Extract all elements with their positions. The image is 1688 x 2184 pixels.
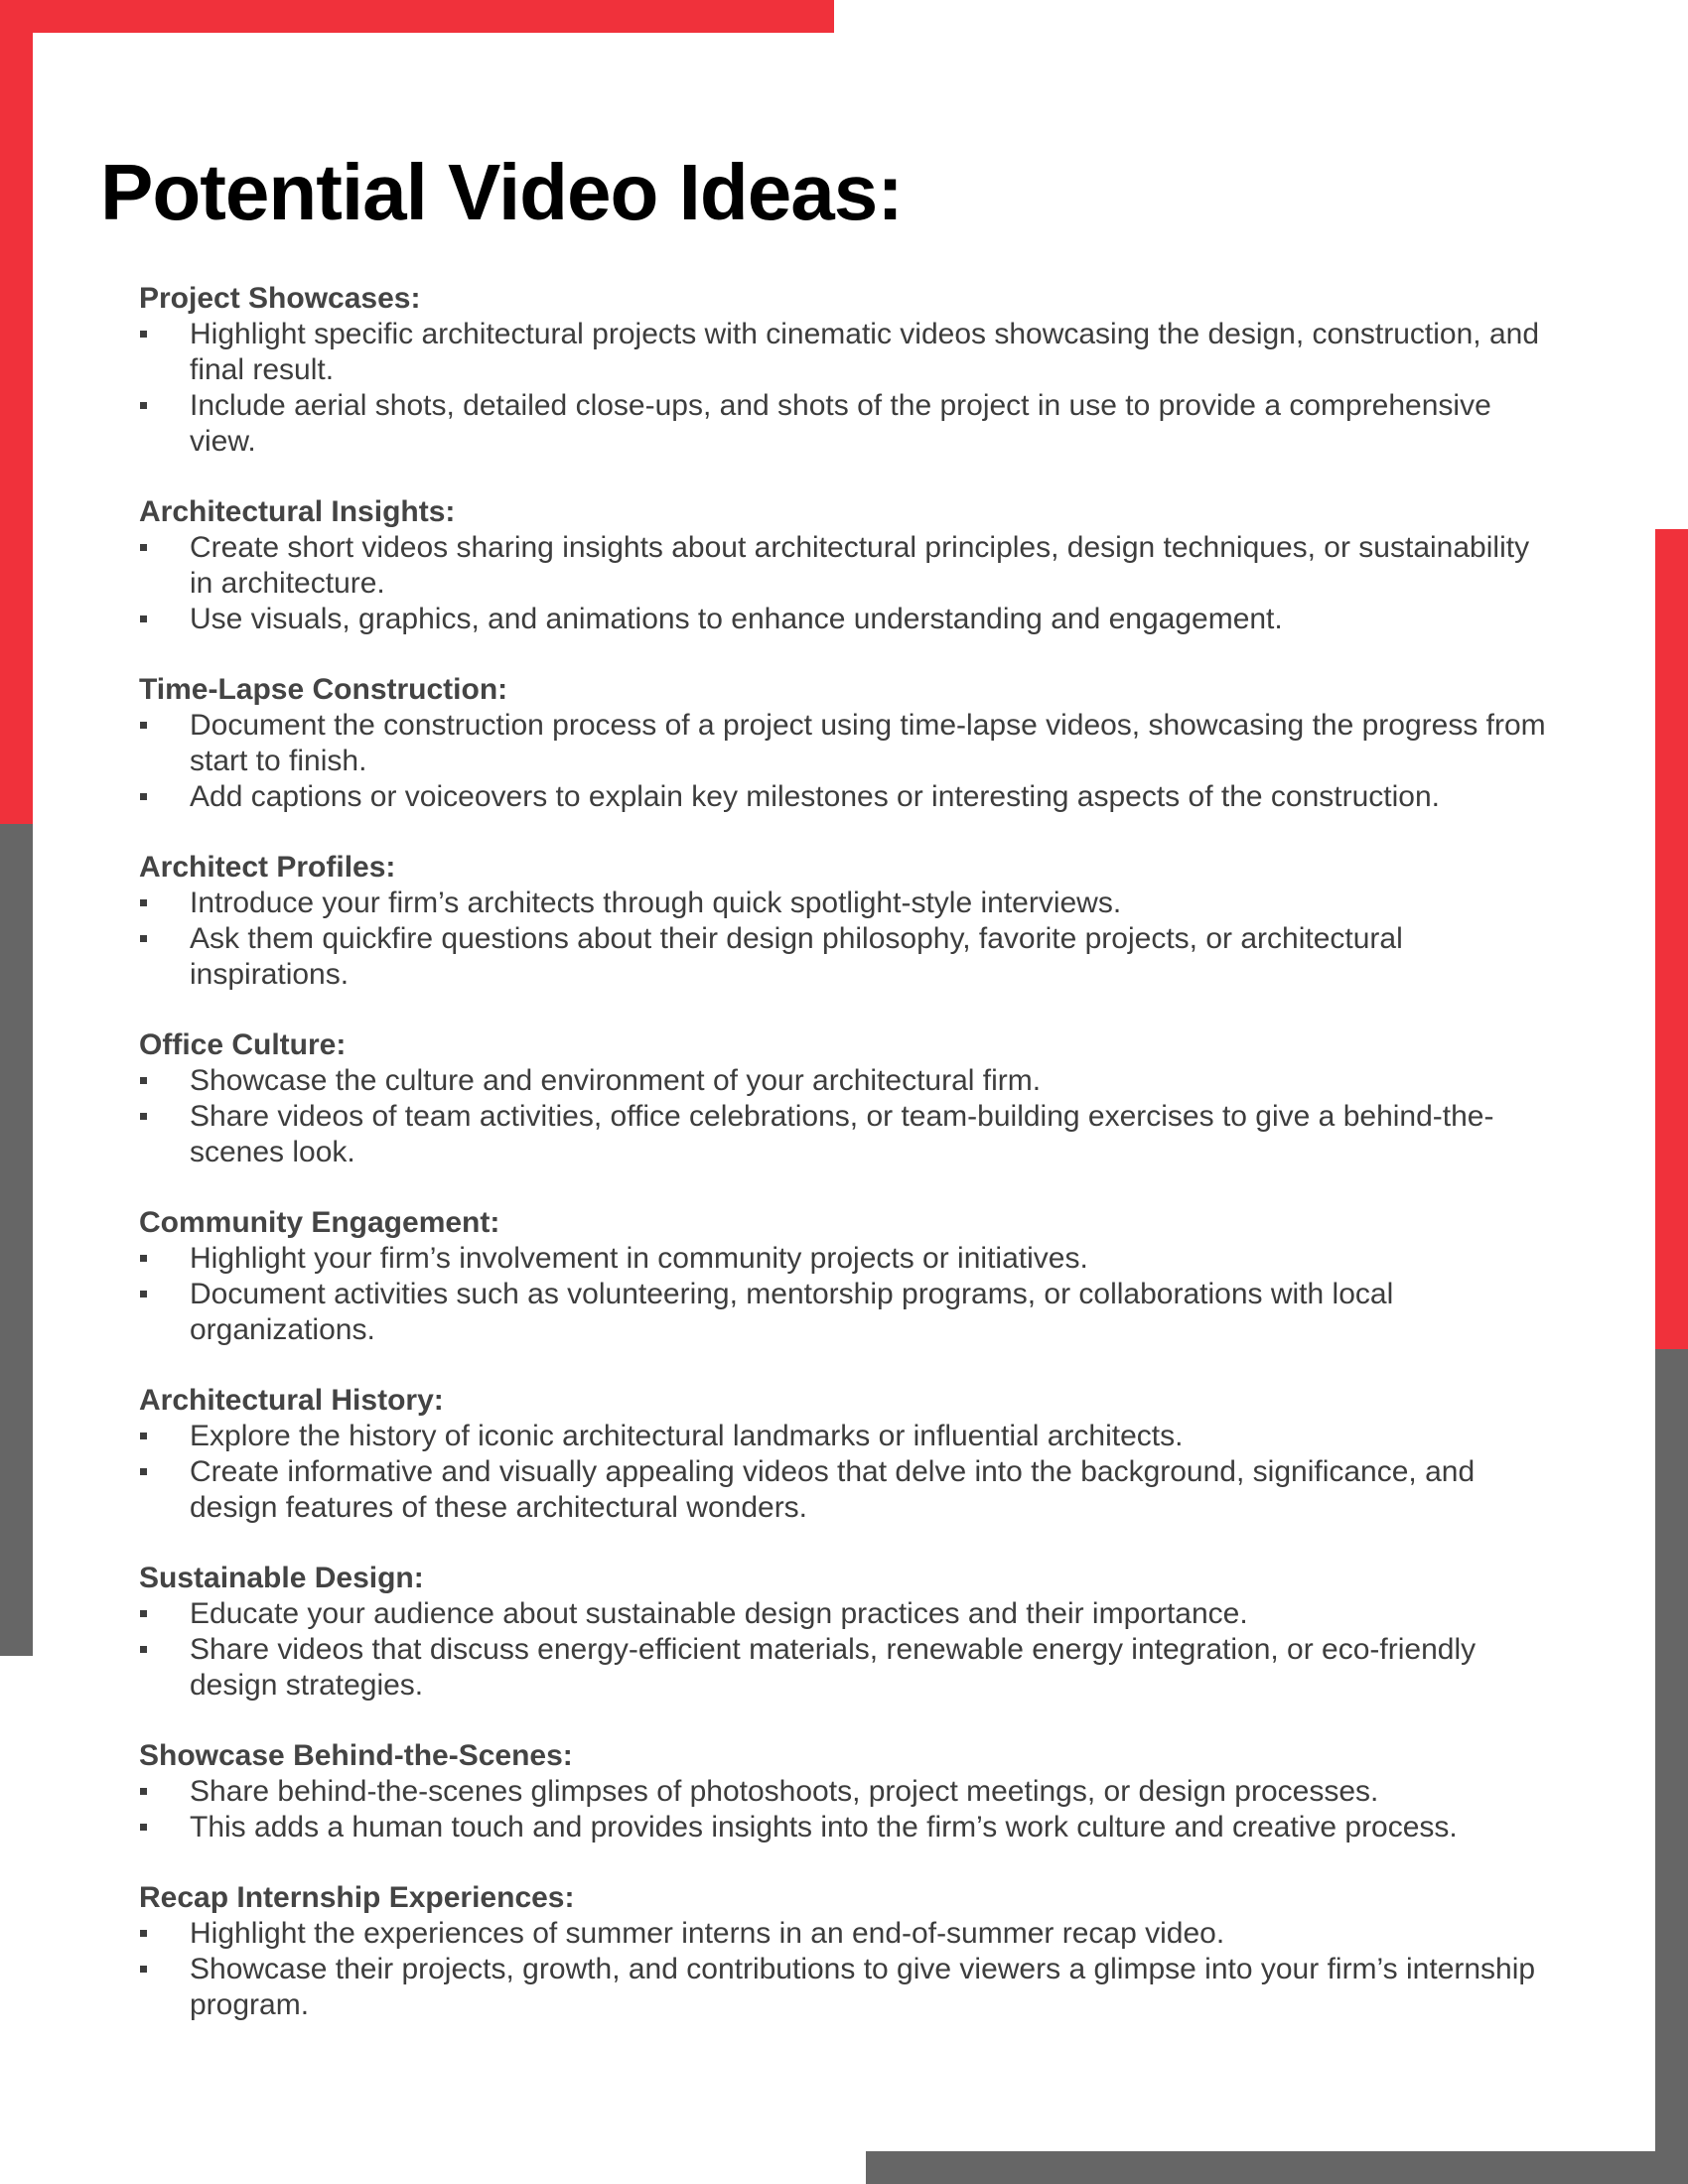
idea-section	[139, 1738, 1549, 1845]
idea-section	[139, 850, 1549, 993]
list-item	[139, 779, 1549, 815]
bullet-text: Showcase their projects, growth, and contributions to give viewers a glimpse into your firm’s internship program.	[190, 1953, 1536, 2021]
bullet-text: Ask them quickfire questions about their design philosophy, favorite projects, or architectural inspirations.	[190, 922, 1403, 991]
section-heading: Recap Internship Experiences:	[139, 1881, 575, 1914]
section-heading: Architectural History:	[139, 1384, 444, 1417]
bullet-list	[139, 1916, 1549, 2023]
bullet-text: Introduce your firm’s architects through quick spotlight-style interviews.	[190, 887, 1122, 919]
square-bullet-icon	[140, 1646, 147, 1653]
bullet-list	[139, 1774, 1549, 1845]
idea-section	[139, 1880, 1549, 2023]
list-item	[139, 921, 1549, 993]
square-bullet-icon	[140, 615, 147, 622]
list-item	[139, 1774, 1549, 1810]
section-heading: Project Showcases:	[139, 282, 421, 315]
bullet-text: Explore the history of iconic architectural landmarks or influential architects.	[190, 1420, 1184, 1452]
bullet-list	[139, 1063, 1549, 1170]
list-item	[139, 1241, 1549, 1277]
bullet-list	[139, 317, 1549, 460]
idea-section	[139, 1205, 1549, 1348]
list-item	[139, 1277, 1549, 1348]
list-item	[139, 388, 1549, 460]
section-heading: Sustainable Design:	[139, 1562, 424, 1594]
bullet-list	[139, 1596, 1549, 1704]
idea-section	[139, 494, 1549, 637]
square-bullet-icon	[140, 1113, 147, 1120]
bullet-list	[139, 1419, 1549, 1526]
list-item	[139, 602, 1549, 637]
square-bullet-icon	[140, 331, 147, 338]
bullet-list	[139, 1241, 1549, 1348]
list-item	[139, 1810, 1549, 1845]
left-gray-accent-bar	[0, 824, 33, 1656]
section-heading: Architectural Insights:	[139, 495, 456, 528]
top-red-accent-bar	[0, 0, 834, 33]
list-item	[139, 1916, 1549, 1952]
idea-section	[139, 281, 1549, 460]
list-item	[139, 1099, 1549, 1170]
section-heading: Office Culture:	[139, 1028, 347, 1061]
bullet-text: This adds a human touch and provides insights into the firm’s work culture and creative process.	[190, 1811, 1458, 1843]
square-bullet-icon	[140, 935, 147, 942]
list-item	[139, 530, 1549, 602]
bullet-text: Document activities such as volunteering, mentorship programs, or collaborations with local organizations.	[190, 1278, 1394, 1346]
section-heading: Community Engagement:	[139, 1206, 500, 1239]
square-bullet-icon	[140, 1468, 147, 1475]
list-item	[139, 1952, 1549, 2023]
square-bullet-icon	[140, 544, 147, 551]
idea-section	[139, 1561, 1549, 1704]
list-item	[139, 708, 1549, 779]
square-bullet-icon	[140, 1255, 147, 1262]
square-bullet-icon	[140, 1291, 147, 1297]
square-bullet-icon	[140, 1966, 147, 1973]
square-bullet-icon	[140, 1930, 147, 1937]
bullet-text: Share videos of team activities, office celebrations, or team-building exercises to give a behind-the-scenes look.	[190, 1100, 1494, 1168]
idea-section	[139, 672, 1549, 815]
list-item	[139, 317, 1549, 388]
bullet-list	[139, 530, 1549, 637]
bullet-text: Create short videos sharing insights about architectural principles, design techniques, or sustainability in architecture.	[190, 531, 1530, 600]
list-item	[139, 1419, 1549, 1454]
square-bullet-icon	[140, 1610, 147, 1617]
bullet-text: Create informative and visually appealing videos that delve into the background, significance, and design features of these architectural wonders.	[190, 1455, 1476, 1524]
section-heading: Architect Profiles:	[139, 851, 396, 884]
square-bullet-icon	[140, 1077, 147, 1084]
square-bullet-icon	[140, 1824, 147, 1831]
bullet-text: Add captions or voiceovers to explain key milestones or interesting aspects of the construction.	[190, 780, 1440, 813]
square-bullet-icon	[140, 402, 147, 409]
bullet-text: Highlight the experiences of summer interns in an end-of-summer recap video.	[190, 1917, 1225, 1950]
bullet-text: Highlight your firm’s involvement in community projects or initiatives.	[190, 1242, 1088, 1275]
square-bullet-icon	[140, 1788, 147, 1795]
section-heading: Showcase Behind-the-Scenes:	[139, 1739, 573, 1772]
idea-section	[139, 1027, 1549, 1170]
square-bullet-icon	[140, 722, 147, 729]
bullet-text: Showcase the culture and environment of your architectural firm.	[190, 1064, 1042, 1097]
section-heading: Time-Lapse Construction:	[139, 673, 508, 706]
right-gray-accent-bar	[1655, 1349, 1688, 2184]
list-item	[139, 1632, 1549, 1704]
page-title: Potential Video Ideas:	[100, 148, 903, 236]
bullet-text: Document the construction process of a project using time-lapse videos, showcasing the progress from start to finish.	[190, 709, 1546, 777]
square-bullet-icon	[140, 899, 147, 906]
bullet-text: Highlight specific architectural projects with cinematic videos showcasing the design, construction, and final result.	[190, 318, 1540, 386]
square-bullet-icon	[140, 1433, 147, 1439]
list-item	[139, 886, 1549, 921]
bullet-list	[139, 708, 1549, 815]
bullet-list	[139, 886, 1549, 993]
bullet-text: Share videos that discuss energy-efficient materials, renewable energy integration, or eco-friendly design strategies.	[190, 1633, 1477, 1702]
list-item	[139, 1596, 1549, 1632]
square-bullet-icon	[140, 793, 147, 800]
bullet-text: Use visuals, graphics, and animations to enhance understanding and engagement.	[190, 603, 1283, 635]
bottom-gray-accent-bar	[866, 2151, 1688, 2184]
right-red-accent-bar	[1655, 529, 1688, 1349]
idea-section	[139, 1383, 1549, 1526]
list-item	[139, 1454, 1549, 1526]
bullet-text: Educate your audience about sustainable design practices and their importance.	[190, 1597, 1248, 1630]
bullet-text: Include aerial shots, detailed close-ups, and shots of the project in use to provide a comprehensive view.	[190, 389, 1491, 458]
bullet-text: Share behind-the-scenes glimpses of photoshoots, project meetings, or design processes.	[190, 1775, 1379, 1808]
list-item	[139, 1063, 1549, 1099]
left-red-accent-bar	[0, 0, 33, 824]
video-ideas-list	[139, 281, 1549, 2058]
